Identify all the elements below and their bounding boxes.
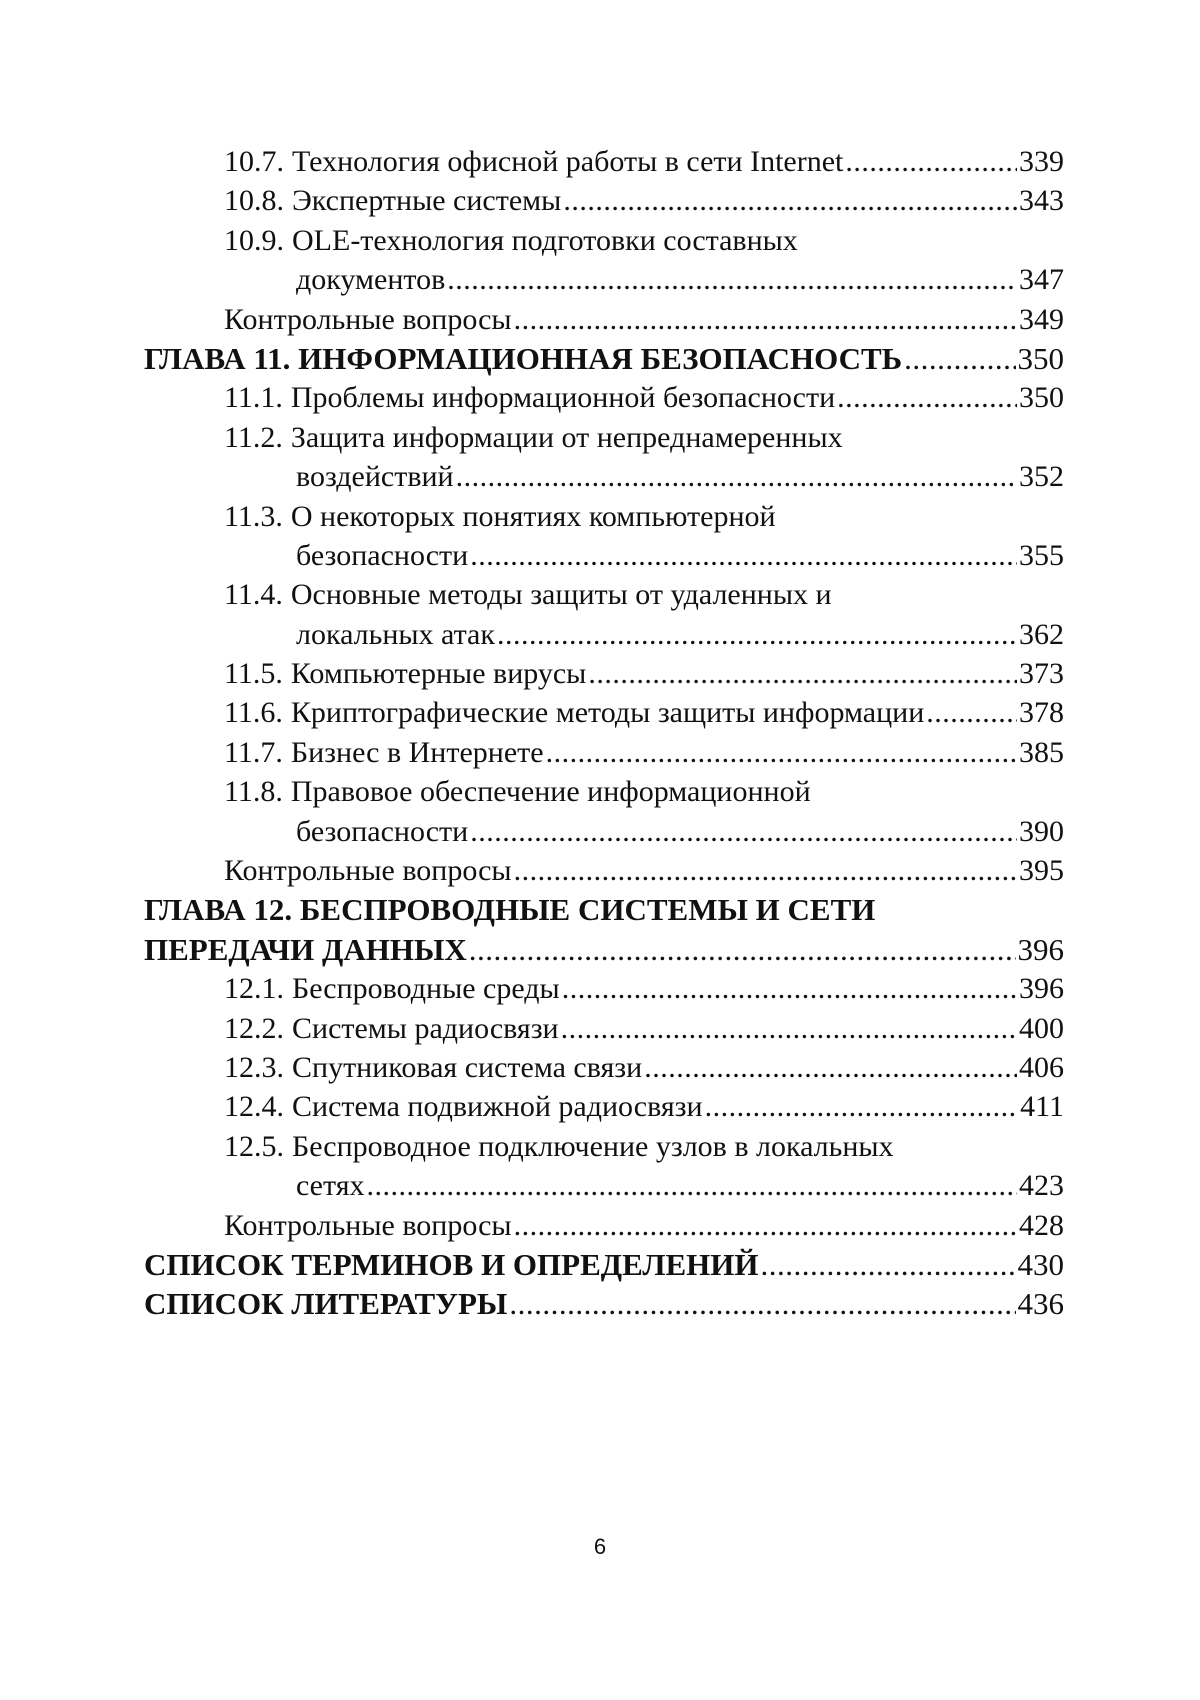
toc-entry <box>144 1009 1064 1048</box>
table-of-contents <box>144 142 1064 1324</box>
toc-entry-number: 11.1. <box>224 381 283 415</box>
toc-entry-title: OLE-технология подготовки составных <box>292 223 798 257</box>
toc-dot-leader <box>561 1009 1017 1048</box>
toc-entry-page: 347 <box>1019 263 1064 297</box>
toc-dot-leader <box>588 654 1017 693</box>
toc-entry-number: 12.5. <box>224 1129 284 1163</box>
toc-chapter-entry <box>144 890 1064 929</box>
toc-entry-number: 12.1. <box>224 972 284 1006</box>
toc-dot-leader <box>845 142 1017 181</box>
toc-dot-leader <box>367 1166 1017 1205</box>
toc-entry-title: СПИСОК ТЕРМИНОВ И ОПРЕДЕЛЕНИЙ <box>144 1246 759 1282</box>
toc-entry-title: О некоторых понятиях компьютерной <box>290 499 776 533</box>
toc-entry-page: 390 <box>1019 814 1064 848</box>
toc-entry <box>144 654 1064 693</box>
toc-entry <box>144 969 1064 1008</box>
toc-entry-page: 362 <box>1019 617 1064 651</box>
toc-entry-page: 352 <box>1019 460 1064 494</box>
toc-entry-number: 11.7. <box>224 735 283 769</box>
toc-entry-number: 11.2. <box>224 420 283 454</box>
toc-entry-page: 385 <box>1019 735 1064 769</box>
toc-entry-title: Контрольные вопросы <box>224 854 512 888</box>
toc-chapter-entry <box>144 1284 1064 1323</box>
toc-entry-title: Правовое обеспечение информационной <box>290 775 811 809</box>
page-number: 6 <box>593 1534 607 1559</box>
toc-dot-leader <box>904 339 1015 378</box>
toc-entry-title: Криптографические методы защиты информации <box>290 696 925 730</box>
toc-entry-number: 12.3. <box>224 1050 284 1084</box>
toc-dot-leader <box>447 260 1017 299</box>
toc-entry-page: 373 <box>1019 657 1064 691</box>
toc-entry-number: 12.2. <box>224 1011 284 1045</box>
toc-entry-title: документов <box>296 263 446 297</box>
toc-entry <box>144 615 1064 654</box>
toc-dot-leader <box>497 615 1017 654</box>
toc-dot-leader <box>514 851 1017 890</box>
toc-entry-title: Основные методы защиты от удаленных и <box>290 578 832 612</box>
toc-entry-title: Контрольные вопросы <box>224 302 512 336</box>
toc-entry-title: Системы радиосвязи <box>292 1011 559 1045</box>
toc-entry-title: Технология офисной работы в сети Internet <box>292 145 844 178</box>
toc-entry-number: 11.8. <box>224 775 283 809</box>
toc-entry-number: 11.4. <box>224 578 283 612</box>
toc-entry-page: 423 <box>1019 1169 1064 1203</box>
toc-entry <box>144 260 1064 299</box>
toc-entry-page: 411 <box>1020 1090 1064 1124</box>
toc-entry <box>144 378 1064 417</box>
toc-entry-title: ПЕРЕДАЧИ ДАННЫХ <box>144 931 467 967</box>
toc-entry-title: воздействий <box>296 460 454 494</box>
toc-entry-number: 11.3. <box>224 499 283 533</box>
toc-entry <box>144 300 1064 339</box>
toc-entry-title: безопасности <box>296 538 469 572</box>
toc-chapter-entry <box>144 1245 1064 1284</box>
toc-entry <box>144 1206 1064 1245</box>
toc-dot-leader <box>563 181 1017 220</box>
toc-entry <box>144 497 1064 536</box>
toc-entry-page: 355 <box>1019 538 1064 572</box>
toc-entry-page: 343 <box>1019 184 1064 218</box>
toc-entry-number: 10.9. <box>224 223 284 257</box>
toc-entry-title: Беспроводные среды <box>292 972 560 1006</box>
toc-dot-leader <box>470 536 1017 575</box>
toc-dot-leader <box>509 1284 1015 1323</box>
toc-entry <box>144 457 1064 496</box>
toc-dot-leader <box>469 930 1016 969</box>
toc-entry <box>144 1127 1064 1166</box>
toc-entry-title: сетях <box>296 1169 365 1203</box>
toc-entry-title: Компьютерные вирусы <box>290 657 587 691</box>
toc-entry-title: безопасности <box>296 814 469 848</box>
toc-entry <box>144 181 1064 220</box>
toc-entry-number: 10.7. <box>224 145 284 178</box>
toc-entry-title: ГЛАВА 11. ИНФОРМАЦИОННАЯ БЕЗОПАСНОСТЬ <box>144 340 903 376</box>
toc-entry-title: Беспроводное подключение узлов в локальных <box>292 1129 894 1163</box>
toc-entry <box>144 733 1064 772</box>
toc-entry <box>144 418 1064 457</box>
toc-entry-title: Контрольные вопросы <box>224 1208 512 1242</box>
toc-entry-page: 430 <box>1017 1246 1064 1282</box>
toc-dot-leader <box>456 457 1017 496</box>
toc-entry <box>144 575 1064 614</box>
toc-dot-leader <box>514 1206 1017 1245</box>
toc-entry-page: 349 <box>1019 302 1064 336</box>
toc-entry-page: 406 <box>1019 1050 1064 1084</box>
toc-entry-page: 350 <box>1017 340 1064 376</box>
toc-entry-page: 378 <box>1019 696 1064 730</box>
toc-entry-title: Система подвижной радиосвязи <box>292 1090 703 1124</box>
toc-dot-leader <box>470 812 1017 851</box>
toc-entry <box>144 772 1064 811</box>
toc-entry <box>144 1048 1064 1087</box>
toc-entry-page: 428 <box>1019 1208 1064 1242</box>
toc-entry <box>144 812 1064 851</box>
toc-entry-page: 339 <box>1019 145 1064 178</box>
toc-dot-leader <box>644 1048 1017 1087</box>
toc-entry-title: ГЛАВА 12. БЕСПРОВОДНЫЕ СИСТЕМЫ И СЕТИ <box>144 892 876 928</box>
toc-chapter-entry <box>144 339 1064 378</box>
toc-entry-page: 436 <box>1017 1286 1064 1322</box>
toc-entry-title: Спутниковая система связи <box>292 1050 643 1084</box>
toc-entry-title: Защита информации от непреднамеренных <box>290 420 843 454</box>
toc-entry <box>144 693 1064 732</box>
toc-entry <box>144 221 1064 260</box>
toc-entry-number: 12.4. <box>224 1090 284 1124</box>
toc-dot-leader <box>926 693 1017 732</box>
toc-dot-leader <box>546 733 1017 772</box>
toc-entry <box>144 1087 1064 1126</box>
toc-entry-number: 11.6. <box>224 696 283 730</box>
toc-entry-page: 396 <box>1019 972 1064 1006</box>
toc-entry <box>144 851 1064 890</box>
toc-entry-title: СПИСОК ЛИТЕРАТУРЫ <box>144 1286 508 1322</box>
toc-entry <box>144 536 1064 575</box>
toc-dot-leader <box>760 1245 1015 1284</box>
toc-entry-page: 395 <box>1019 854 1064 888</box>
toc-entry-number: 11.5. <box>224 657 283 691</box>
toc-entry-title: Экспертные системы <box>292 184 562 218</box>
toc-entry-page: 350 <box>1019 381 1064 415</box>
toc-entry-number: 10.8. <box>224 184 284 218</box>
toc-dot-leader <box>562 969 1017 1008</box>
toc-entry-title: Проблемы информационной безопасности <box>290 381 836 415</box>
toc-chapter-entry <box>144 930 1064 969</box>
toc-dot-leader <box>837 378 1017 417</box>
toc-dot-leader <box>705 1087 1019 1126</box>
toc-entry-page: 400 <box>1019 1011 1064 1045</box>
toc-entry <box>144 142 1064 181</box>
toc-entry-title: Бизнес в Интернете <box>290 735 544 769</box>
toc-dot-leader <box>514 300 1017 339</box>
toc-entry-page: 396 <box>1017 931 1064 967</box>
toc-entry-title: локальных атак <box>296 617 495 651</box>
toc-entry <box>144 1166 1064 1205</box>
